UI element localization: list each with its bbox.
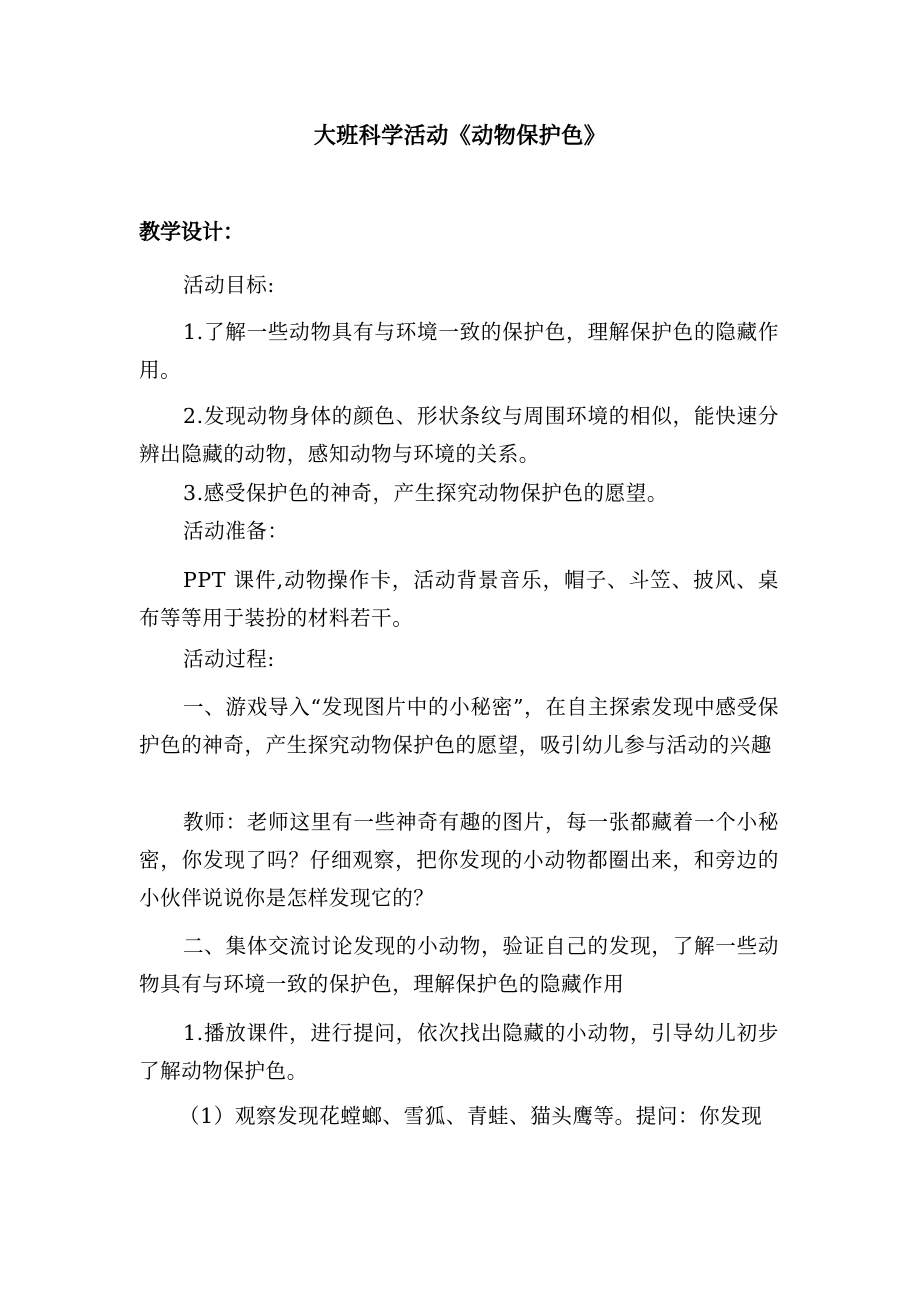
section-heading: 教学设计： (139, 219, 244, 244)
paragraph-prep-label: 活动准备： (183, 519, 289, 543)
paragraph-goal-1: 1.了解一些动物具有与环境一致的保护色，理解保护色的隐藏作用。 (139, 320, 779, 382)
paragraph-goal-3: 3.感受保护色的神奇，产生探究动物保护色的愿望。 (183, 481, 668, 505)
paragraph-prep-materials: PPT 课件,动物操作卡，活动背景音乐，帽子、斗笠、披风、桌布等等用于装扮的材料若干。 (139, 568, 779, 630)
paragraph-step-1: 一、游戏导入“发现图片中的小秘密”，在自主探索发现中感受保护色的神奇，产生探究动物保护色的愿望，吸引幼儿参与活动的兴趣 (139, 695, 779, 757)
paragraph-process-label: 活动过程: (183, 647, 275, 671)
paragraph-step-2: 二、集体交流讨论发现的小动物，验证自己的发现，了解一些动物具有与环境一致的保护色，理解保护色的隐藏作用 (139, 934, 779, 996)
paragraph-step-2-1-1: （1）观察发现花螳螂、雪狐、青蛙、猫头鹰等。提问：你发现 (179, 1104, 763, 1128)
document-title: 大班科学活动《动物保护色》 (313, 123, 607, 149)
paragraph-goals-label: 活动目标: (183, 273, 275, 297)
paragraph-step-2-1: 1.播放课件，进行提问，依次找出隐藏的小动物，引导幼儿初步了解动物保护色。 (139, 1021, 779, 1083)
paragraph-teacher-dialogue: 教师：老师这里有一些神奇有趣的图片，每一张都藏着一个小秘密，你发现了吗？仔细观察，把你发现的小动物都圈出来，和旁边的小伙伴说说你是怎样发现它的？ (139, 810, 779, 910)
paragraph-goal-2: 2.发现动物身体的颜色、形状条纹与周围环境的相似，能快速分辨出隐藏的动物，感知动物与环境的关系。 (139, 404, 779, 466)
